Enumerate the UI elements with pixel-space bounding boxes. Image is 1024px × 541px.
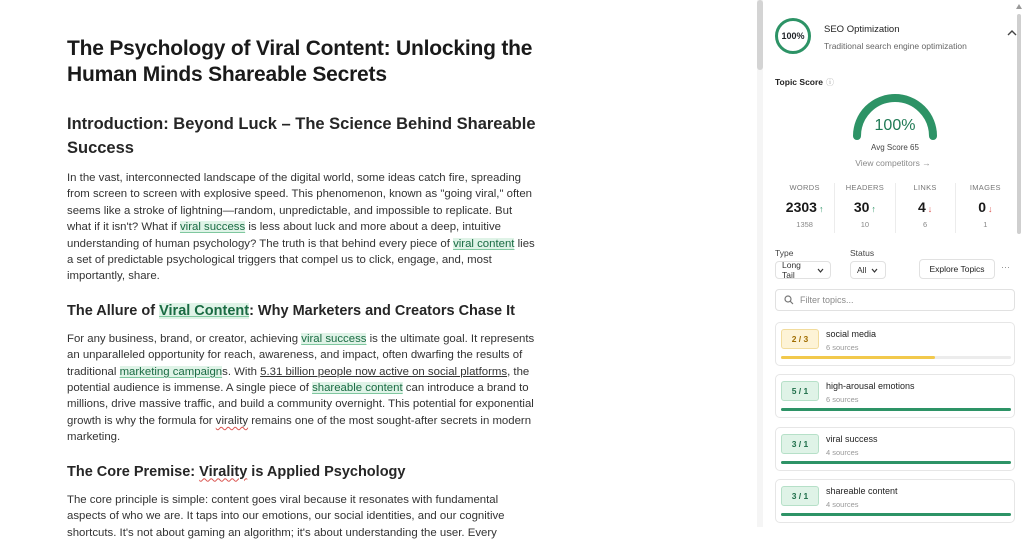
core-heading[interactable] — [67, 462, 539, 482]
arrow-down-icon: ↓ — [988, 204, 993, 214]
document-title[interactable]: The Psychology of Viral Content: Unlocking the Human Minds Shareable Secrets — [67, 37, 533, 86]
stat-label: HEADERS — [845, 183, 885, 192]
stat-target: 1 — [983, 220, 988, 229]
text-run: The Core Premise: — [67, 463, 200, 480]
keyword-highlight[interactable]: viral content — [453, 237, 515, 250]
more-options-icon[interactable]: ··· — [1001, 262, 1010, 272]
stat-words — [775, 183, 835, 233]
arrow-down-icon: ↓ — [927, 204, 933, 214]
stat-number: 0 — [978, 199, 987, 215]
topic-sources: 6 sources — [826, 395, 859, 404]
stat-target: 1358 — [796, 220, 813, 229]
text-run: remains one of the most sought-after secrets in modern marketing. — [67, 414, 532, 444]
gauge-value: 100% — [874, 117, 916, 134]
external-link[interactable]: 5.31 billion people now active on social platforms — [260, 365, 508, 378]
topic-name: shareable content — [826, 486, 898, 496]
spellcheck-word[interactable]: virality — [215, 414, 249, 427]
topic-count-badge: 2 / 3 — [781, 329, 819, 349]
seo-optimization-header[interactable] — [775, 18, 1023, 58]
topic-name: social media — [826, 329, 877, 339]
topic-count-badge: 5 / 1 — [781, 381, 819, 401]
status-select[interactable] — [850, 261, 886, 279]
view-competitors-link[interactable]: View competitors → — [855, 158, 931, 168]
text-run: s. With — [222, 365, 261, 378]
text-run: , the potential audience is immense. A single piece of — [67, 365, 530, 395]
seo-sidebar — [763, 0, 1024, 527]
topic-progress-bar — [781, 461, 1011, 464]
seo-score-value: 100% — [781, 31, 805, 41]
sidebar-scrollbar[interactable] — [1015, 0, 1023, 527]
stat-headers — [835, 183, 895, 233]
stat-value — [775, 199, 834, 215]
topic-progress-fill — [781, 356, 935, 359]
spellcheck-word[interactable]: Virality — [199, 463, 248, 480]
arrow-up-icon: ↑ — [818, 204, 824, 214]
keyword-highlight[interactable]: shareable content — [312, 382, 403, 395]
type-filter-label: Type — [775, 248, 794, 258]
allure-heading[interactable] — [67, 301, 539, 321]
topic-count-badge: 3 / 1 — [781, 486, 819, 506]
topic-card[interactable] — [775, 374, 1015, 418]
keyword-highlight[interactable]: viral success — [179, 221, 246, 234]
stat-value — [896, 199, 955, 215]
chevron-down-icon — [871, 268, 878, 273]
explore-topics-button[interactable]: Explore Topics — [919, 259, 995, 279]
stat-label: LINKS — [913, 183, 937, 192]
stat-number: 2303 — [785, 199, 817, 215]
topic-progress-fill — [781, 513, 1011, 516]
topic-score-label — [775, 77, 834, 88]
stat-images — [956, 183, 1015, 233]
text-run: For any business, brand, or creator, achieving — [67, 332, 302, 345]
text-run: lies a set of predictable psychological triggers that compel us to click, engage, and, most importantly, share. — [67, 237, 535, 283]
filter-topics-field[interactable] — [775, 289, 1015, 311]
text-run: : Why Marketers and Creators Chase It — [249, 302, 515, 319]
text-run: The Allure of — [67, 302, 160, 319]
topic-sources: 4 sources — [826, 448, 859, 457]
intro-paragraph[interactable] — [67, 170, 539, 285]
topic-card[interactable] — [775, 427, 1015, 471]
stat-target: 6 — [923, 220, 928, 229]
topic-count-badge: 3 / 1 — [781, 434, 819, 454]
seo-score-ring — [775, 18, 811, 54]
topic-progress-fill — [781, 408, 1011, 411]
type-select-value: Long Tail — [782, 260, 801, 280]
core-paragraph[interactable]: The core principle is simple: content goes viral because it resonates with fundamental aspects of who we are. It taps into our emotions, our social identities, and our cognitive shortcuts. It's not about gaming an algorithm; it's about understanding the user. Every — [67, 493, 505, 539]
allure-paragraph[interactable] — [67, 331, 539, 446]
text-run: is the ultimate goal. It represents an unparalleled opportunity for reach, awareness, and impact, often dwarfing the results of traditional — [67, 332, 535, 378]
average-score: Avg Score 65 — [871, 143, 919, 152]
keyword-highlight[interactable]: viral success — [301, 332, 367, 345]
stat-label: WORDS — [789, 183, 820, 192]
topic-name: high-arousal emotions — [826, 381, 915, 391]
intro-heading[interactable]: Introduction: Beyond Luck – The Science Behind Shareable Success — [67, 115, 536, 157]
stat-value — [956, 199, 1015, 215]
content-stats — [775, 183, 1015, 233]
topic-card[interactable] — [775, 322, 1015, 366]
stat-label: IMAGES — [969, 183, 1001, 192]
chevron-down-icon — [817, 268, 824, 273]
info-icon[interactable]: ⓘ — [826, 78, 835, 87]
keyword-highlight[interactable]: Viral Content — [159, 302, 250, 319]
topic-name: viral success — [826, 434, 878, 444]
status-filter-label: Status — [850, 248, 875, 258]
topic-sources: 4 sources — [826, 500, 859, 509]
document-body[interactable] — [67, 36, 539, 541]
sidebar-scroll-thumb[interactable] — [1017, 14, 1021, 234]
search-icon — [784, 295, 794, 305]
topic-card[interactable] — [775, 479, 1015, 523]
keyword-highlight[interactable]: marketing campaign — [119, 365, 223, 378]
topic-score-text: Topic Score — [775, 77, 824, 87]
text-run: In the vast, interconnected landscape of the digital world, some ideas catch fire, spreading from screen to screen with explosive speed. This phenomenon, known as "going viral," often seems like a stroke of lightning—random, unpredictable, and impossible to replicate. But what if it isn't? What if — [67, 172, 533, 234]
text-run: can introduce a brand to millions, drive massive traffic, and build a community overnight. This potential for exponential growth is why the formula for — [67, 382, 534, 427]
stat-number: 4 — [917, 199, 926, 215]
topic-progress-bar — [781, 513, 1011, 516]
stat-value — [835, 199, 894, 215]
text-run: is Applied Psychology — [247, 463, 406, 480]
topic-progress-bar — [781, 356, 1011, 359]
text-run: is less about luck and more about a deep, intuitive understanding of human psychology? The truth is that behind every piece of — [67, 221, 501, 250]
filter-topics-input[interactable] — [800, 295, 1000, 305]
seo-subtitle: Traditional search engine optimization — [824, 41, 967, 51]
status-select-value: All — [857, 265, 867, 275]
topic-progress-bar — [781, 408, 1011, 411]
seo-title: SEO Optimization — [824, 24, 900, 35]
scroll-up-icon[interactable] — [1016, 4, 1022, 9]
stat-links — [896, 183, 956, 233]
arrow-up-icon: ↑ — [871, 204, 876, 214]
stat-number: 30 — [853, 199, 870, 215]
stat-target: 10 — [860, 220, 870, 229]
topic-sources: 6 sources — [826, 343, 859, 352]
topic-progress-fill — [781, 461, 1011, 464]
type-select[interactable] — [775, 261, 831, 279]
